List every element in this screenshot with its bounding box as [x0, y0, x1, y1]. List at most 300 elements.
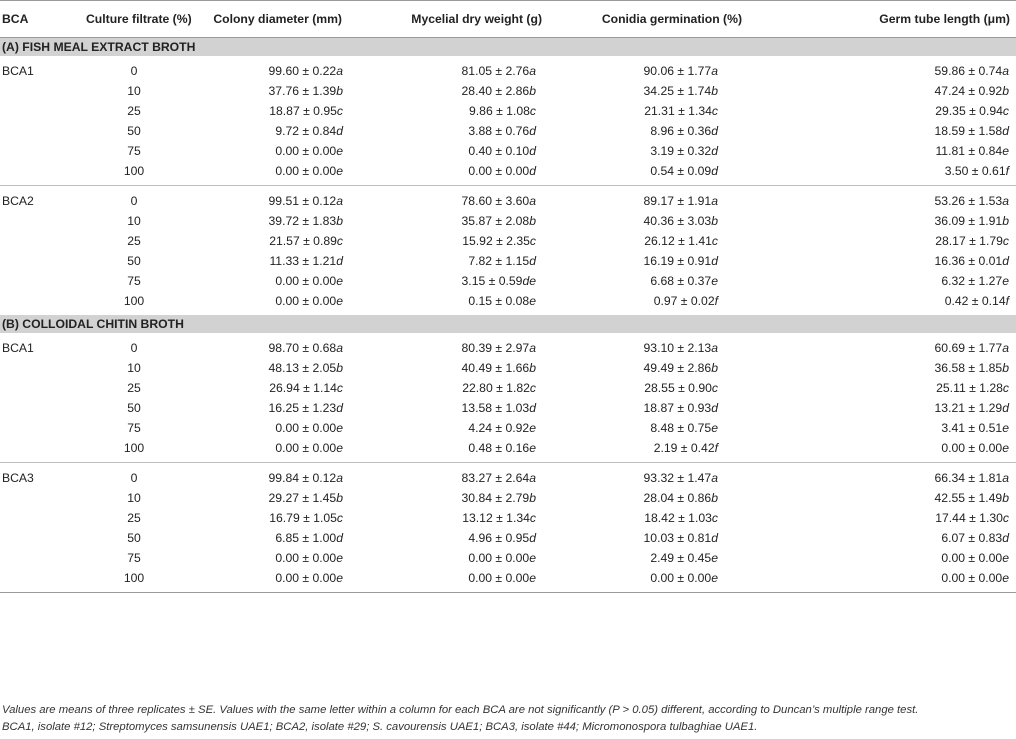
cell-value: 60.69 ± 1.77	[934, 341, 1003, 355]
cell-value: 0.40 ± 0.10	[468, 144, 530, 158]
cell-culture-filtrate: 100	[86, 438, 182, 463]
cell-germ-tube-length	[772, 81, 1016, 101]
cell-bca	[0, 568, 86, 593]
cell-culture-filtrate: 10	[127, 84, 141, 98]
cell-value: 98.70 ± 0.68	[268, 341, 337, 355]
cell-value: 22.80 ± 1.82	[462, 381, 530, 395]
significance-letter: b	[336, 361, 343, 375]
cell-bca	[0, 528, 86, 548]
cell-mycelial-dry-weight	[372, 463, 572, 489]
cell-value: 81.05 ± 2.76	[461, 64, 530, 78]
cell-value: 0.48 ± 0.16	[468, 441, 530, 455]
cell-value: 0.00 ± 0.00	[941, 551, 1003, 565]
section-header-row	[0, 38, 1016, 57]
significance-letter: c	[336, 511, 343, 525]
cell-value: 3.19 ± 0.32	[650, 144, 712, 158]
cell-mycelial-dry-weight	[372, 333, 572, 358]
significance-letter: c	[336, 104, 343, 118]
cell-mycelial-dry-weight	[372, 291, 572, 315]
cell-culture-filtrate: 50	[127, 531, 141, 545]
cell-value: 0.42 ± 0.14	[944, 294, 1006, 308]
cell-value: 29.27 ± 1.45	[268, 491, 337, 505]
cell-value: 16.25 ± 1.23	[268, 401, 337, 415]
significance-letter: e	[336, 571, 343, 585]
significance-letter: e	[711, 421, 718, 435]
significance-letter: a	[1002, 194, 1009, 208]
significance-letter: b	[1002, 491, 1009, 505]
cell-germ-tube-length	[772, 231, 1016, 251]
significance-letter: d	[1002, 254, 1009, 268]
cell-value: 3.88 ± 0.76	[468, 124, 530, 138]
significance-letter: e	[1002, 421, 1009, 435]
cell-mycelial-dry-weight	[372, 548, 572, 568]
cell-conidia-germination	[572, 398, 772, 418]
cell-value: 0.00 ± 0.00	[941, 571, 1003, 585]
significance-letter: f	[714, 441, 718, 455]
significance-letter: e	[529, 441, 536, 455]
cell-colony-diameter	[182, 418, 372, 438]
table-row	[0, 488, 1016, 508]
cell-germ-tube-length	[772, 333, 1016, 358]
cell-culture-filtrate: 10	[127, 214, 141, 228]
table-row	[0, 271, 1016, 291]
cell-value: 6.32 ± 1.27	[941, 274, 1003, 288]
cell-value: 0.15 ± 0.08	[468, 294, 530, 308]
cell-value: 0.97 ± 0.02	[653, 294, 715, 308]
significance-letter: d	[336, 401, 343, 415]
cell-mycelial-dry-weight	[372, 358, 572, 378]
cell-value: 16.36 ± 0.01	[934, 254, 1003, 268]
cell-culture-filtrate: 0	[130, 194, 138, 208]
cell-value: 18.59 ± 1.58	[934, 124, 1003, 138]
cell-value: 48.13 ± 2.05	[268, 361, 337, 375]
table-row	[0, 463, 1016, 489]
cell-bca	[0, 161, 86, 186]
cell-value: 0.00 ± 0.00	[468, 571, 530, 585]
cell-value: 30.84 ± 2.79	[461, 491, 530, 505]
cell-value: 18.42 ± 1.03	[644, 511, 712, 525]
cell-value: 28.04 ± 0.86	[643, 491, 712, 505]
cell-value: 0.00 ± 0.00	[650, 571, 712, 585]
section-title: (B) COLLOIDAL CHITIN BROTH	[0, 315, 1016, 333]
significance-letter: a	[336, 341, 343, 355]
significance-letter: b	[336, 491, 343, 505]
column-header-bca: BCA	[0, 1, 86, 38]
cell-colony-diameter	[182, 568, 372, 593]
column-header-colony-diameter: Colony diameter (mm)	[182, 1, 372, 38]
significance-letter: b	[336, 84, 343, 98]
column-header-conidia-germination: Conidia germination (%)	[572, 1, 772, 38]
cell-bca	[0, 548, 86, 568]
cell-mycelial-dry-weight	[372, 528, 572, 548]
significance-letter: b	[529, 214, 536, 228]
cell-conidia-germination	[572, 358, 772, 378]
cell-value: 0.00 ± 0.00	[275, 294, 337, 308]
cell-mycelial-dry-weight	[372, 161, 572, 186]
significance-letter: e	[336, 421, 343, 435]
cell-colony-diameter	[182, 508, 372, 528]
cell-value: 15.92 ± 2.35	[462, 234, 530, 248]
cell-culture-filtrate: 25	[127, 381, 141, 395]
significance-letter: f	[1005, 294, 1009, 308]
significance-letter: d	[529, 254, 536, 268]
significance-letter: d	[711, 164, 718, 178]
cell-conidia-germination	[572, 141, 772, 161]
cell-culture-filtrate: 75	[127, 421, 141, 435]
significance-letter: e	[1002, 551, 1009, 565]
cell-culture-filtrate: 25	[127, 511, 141, 525]
cell-value: 0.00 ± 0.00	[275, 144, 337, 158]
significance-letter: c	[1002, 104, 1009, 118]
significance-letter: a	[711, 64, 718, 78]
cell-bca	[0, 418, 86, 438]
cell-value: 13.58 ± 1.03	[461, 401, 530, 415]
cell-conidia-germination	[572, 438, 772, 463]
cell-bca	[0, 81, 86, 101]
cell-value: 0.00 ± 0.00	[275, 571, 337, 585]
cell-value: 99.60 ± 0.22	[268, 64, 337, 78]
significance-letter: c	[529, 234, 536, 248]
cell-colony-diameter	[182, 121, 372, 141]
cell-value: 93.10 ± 2.13	[643, 341, 712, 355]
cell-value: 18.87 ± 0.93	[643, 401, 712, 415]
cell-value: 42.55 ± 1.49	[934, 491, 1003, 505]
cell-value: 26.12 ± 1.41	[644, 234, 712, 248]
significance-letter: a	[529, 471, 536, 485]
section-header-row	[0, 315, 1016, 333]
cell-value: 25.11 ± 1.28	[936, 381, 1003, 395]
significance-letter: c	[711, 381, 718, 395]
cell-germ-tube-length	[772, 568, 1016, 593]
cell-conidia-germination	[572, 548, 772, 568]
cell-conidia-germination	[572, 121, 772, 141]
cell-value: 80.39 ± 2.97	[461, 341, 530, 355]
cell-value: 49.49 ± 2.86	[643, 361, 712, 375]
significance-letter: a	[1002, 64, 1009, 78]
cell-value: 17.44 ± 1.30	[935, 511, 1003, 525]
significance-letter: d	[529, 124, 536, 138]
significance-letter: f	[1005, 164, 1009, 178]
cell-value: 6.68 ± 0.37	[650, 274, 712, 288]
significance-letter: e	[336, 294, 343, 308]
cell-colony-diameter	[182, 101, 372, 121]
cell-conidia-germination	[572, 333, 772, 358]
cell-value: 78.60 ± 3.60	[461, 194, 530, 208]
significance-letter: b	[1002, 361, 1009, 375]
column-header-mycelial-dry-weight: Mycelial dry weight (g)	[372, 1, 572, 38]
cell-value: 28.55 ± 0.90	[644, 381, 712, 395]
significance-letter: a	[336, 471, 343, 485]
cell-colony-diameter	[182, 333, 372, 358]
column-header-germ-tube-length: Germ tube length (μm)	[772, 1, 1016, 38]
significance-letter: e	[711, 571, 718, 585]
significance-letter: b	[529, 361, 536, 375]
significance-letter: e	[1002, 144, 1009, 158]
significance-letter: e	[336, 164, 343, 178]
significance-letter: a	[1002, 471, 1009, 485]
table-header	[0, 1, 1016, 38]
significance-letter: d	[529, 144, 536, 158]
table-row	[0, 211, 1016, 231]
cell-value: 0.00 ± 0.00	[275, 551, 337, 565]
table-row	[0, 291, 1016, 315]
cell-germ-tube-length	[772, 508, 1016, 528]
cell-colony-diameter	[182, 141, 372, 161]
cell-culture-filtrate: 75	[127, 274, 141, 288]
cell-value: 0.00 ± 0.00	[468, 551, 530, 565]
cell-mycelial-dry-weight	[372, 418, 572, 438]
cell-value: 8.96 ± 0.36	[650, 124, 712, 138]
cell-bca	[0, 121, 86, 141]
table-row	[0, 438, 1016, 463]
cell-mycelial-dry-weight	[372, 101, 572, 121]
significance-letter: d	[336, 124, 343, 138]
cell-value: 89.17 ± 1.91	[643, 194, 712, 208]
cell-value: 28.17 ± 1.79	[935, 234, 1003, 248]
table-row	[0, 81, 1016, 101]
table-row	[0, 56, 1016, 81]
significance-letter: e	[1002, 274, 1009, 288]
significance-letter: e	[336, 551, 343, 565]
cell-culture-filtrate: 10	[127, 491, 141, 505]
cell-colony-diameter	[182, 251, 372, 271]
cell-germ-tube-length	[772, 141, 1016, 161]
table-row	[0, 358, 1016, 378]
table-row	[0, 398, 1016, 418]
significance-letter: c	[711, 104, 718, 118]
cell-conidia-germination	[572, 101, 772, 121]
significance-letter: d	[1002, 124, 1009, 138]
significance-letter: d	[529, 164, 536, 178]
cell-germ-tube-length	[772, 56, 1016, 81]
cell-value: 2.19 ± 0.42	[653, 441, 715, 455]
cell-culture-filtrate: 100	[86, 568, 182, 593]
significance-letter: b	[529, 84, 536, 98]
significance-letter: d	[1002, 531, 1009, 545]
cell-mycelial-dry-weight	[372, 56, 572, 81]
cell-conidia-germination	[572, 231, 772, 251]
significance-letter: de	[522, 274, 536, 288]
significance-letter: a	[529, 341, 536, 355]
cell-colony-diameter	[182, 378, 372, 398]
cell-colony-diameter	[182, 211, 372, 231]
cell-conidia-germination	[572, 508, 772, 528]
significance-letter: d	[711, 531, 718, 545]
cell-conidia-germination	[572, 528, 772, 548]
cell-culture-filtrate: 50	[127, 254, 141, 268]
table-row	[0, 251, 1016, 271]
table-row	[0, 101, 1016, 121]
cell-mycelial-dry-weight	[372, 141, 572, 161]
cell-colony-diameter	[182, 291, 372, 315]
cell-value: 11.33 ± 1.21	[269, 254, 337, 268]
significance-letter: b	[711, 84, 718, 98]
cell-value: 53.26 ± 1.53	[934, 194, 1003, 208]
significance-letter: e	[529, 571, 536, 585]
table-body	[0, 38, 1016, 593]
significance-letter: c	[529, 511, 536, 525]
cell-value: 35.87 ± 2.08	[461, 214, 530, 228]
table-row	[0, 333, 1016, 358]
significance-letter: b	[1002, 84, 1009, 98]
cell-colony-diameter	[182, 463, 372, 489]
significance-letter: c	[336, 234, 343, 248]
cell-conidia-germination	[572, 418, 772, 438]
significance-letter: e	[529, 551, 536, 565]
cell-mycelial-dry-weight	[372, 186, 572, 212]
cell-bca	[0, 358, 86, 378]
cell-colony-diameter	[182, 186, 372, 212]
cell-germ-tube-length	[772, 271, 1016, 291]
cell-value: 90.06 ± 1.77	[643, 64, 712, 78]
cell-bca	[0, 271, 86, 291]
cell-colony-diameter	[182, 398, 372, 418]
cell-mycelial-dry-weight	[372, 438, 572, 463]
cell-value: 8.48 ± 0.75	[650, 421, 712, 435]
cell-value: 3.15 ± 0.59	[461, 274, 523, 288]
cell-value: 6.07 ± 0.83	[941, 531, 1003, 545]
cell-mycelial-dry-weight	[372, 211, 572, 231]
significance-letter: a	[711, 471, 718, 485]
cell-bca	[0, 291, 86, 315]
cell-colony-diameter	[182, 161, 372, 186]
cell-colony-diameter	[182, 438, 372, 463]
cell-value: 10.03 ± 0.81	[643, 531, 712, 545]
significance-letter: d	[336, 531, 343, 545]
cell-value: 99.51 ± 0.12	[268, 194, 337, 208]
significance-letter: c	[1002, 381, 1009, 395]
footnote-line-2: BCA1, isolate #12; Streptomyces samsunensis UAE1; BCA2, isolate #29; S. cavourensis UAE1; BCA3, isolate #44; Micromonospora tulbaghiae UAE1.	[2, 721, 758, 733]
cell-value: 0.00 ± 0.00	[275, 441, 337, 455]
cell-mycelial-dry-weight	[372, 231, 572, 251]
cell-value: 40.49 ± 1.66	[461, 361, 530, 375]
cell-conidia-germination	[572, 81, 772, 101]
cell-conidia-germination	[572, 211, 772, 231]
cell-value: 3.50 ± 0.61	[944, 164, 1006, 178]
cell-mycelial-dry-weight	[372, 121, 572, 141]
cell-colony-diameter	[182, 548, 372, 568]
cell-bca	[0, 398, 86, 418]
cell-value: 66.34 ± 1.81	[934, 471, 1003, 485]
cell-bca: BCA2	[2, 194, 34, 208]
cell-value: 0.00 ± 0.00	[468, 164, 530, 178]
cell-culture-filtrate: 50	[127, 401, 141, 415]
cell-mycelial-dry-weight	[372, 568, 572, 593]
cell-culture-filtrate: 50	[127, 124, 141, 138]
table-row	[0, 141, 1016, 161]
table-row	[0, 121, 1016, 141]
significance-letter: a	[711, 341, 718, 355]
cell-mycelial-dry-weight	[372, 271, 572, 291]
cell-value: 40.36 ± 3.03	[643, 214, 712, 228]
cell-culture-filtrate: 25	[127, 234, 141, 248]
cell-value: 18.87 ± 0.95	[269, 104, 337, 118]
cell-value: 28.40 ± 2.86	[461, 84, 530, 98]
cell-value: 39.72 ± 1.83	[268, 214, 337, 228]
significance-letter: e	[336, 144, 343, 158]
cell-germ-tube-length	[772, 186, 1016, 212]
cell-value: 0.00 ± 0.00	[275, 274, 337, 288]
cell-value: 29.35 ± 0.94	[935, 104, 1003, 118]
table-row	[0, 186, 1016, 212]
cell-culture-filtrate: 0	[130, 341, 138, 355]
cell-value: 83.27 ± 2.64	[461, 471, 530, 485]
cell-value: 0.54 ± 0.09	[650, 164, 712, 178]
section-title: (A) FISH MEAL EXTRACT BROTH	[0, 38, 1016, 57]
cell-mycelial-dry-weight	[372, 378, 572, 398]
significance-letter: c	[711, 234, 718, 248]
significance-letter: a	[529, 64, 536, 78]
significance-letter: f	[714, 294, 718, 308]
cell-culture-filtrate: 0	[130, 471, 138, 485]
table-row	[0, 418, 1016, 438]
table-row	[0, 548, 1016, 568]
cell-culture-filtrate: 75	[127, 551, 141, 565]
cell-value: 36.09 ± 1.91	[934, 214, 1003, 228]
significance-letter: e	[336, 441, 343, 455]
cell-value: 0.00 ± 0.00	[275, 164, 337, 178]
cell-germ-tube-length	[772, 528, 1016, 548]
cell-colony-diameter	[182, 358, 372, 378]
significance-letter: c	[336, 381, 343, 395]
cell-value: 9.86 ± 1.08	[469, 104, 530, 118]
table-row	[0, 231, 1016, 251]
cell-value: 59.86 ± 0.74	[934, 64, 1003, 78]
cell-germ-tube-length	[772, 548, 1016, 568]
significance-letter: b	[711, 491, 718, 505]
cell-conidia-germination	[572, 463, 772, 489]
cell-value: 16.19 ± 0.91	[643, 254, 712, 268]
cell-value: 11.81 ± 0.84	[935, 144, 1003, 158]
cell-bca	[0, 141, 86, 161]
cell-germ-tube-length	[772, 398, 1016, 418]
cell-bca	[0, 378, 86, 398]
cell-bca	[0, 101, 86, 121]
footnote-line-1: Values are means of three replicates ± SE. Values with the same letter within a column for each BCA are not significantly (P > 0.05) different, according to Duncan’s multiple range test.	[2, 704, 919, 716]
significance-letter: c	[529, 104, 536, 118]
significance-letter: a	[711, 194, 718, 208]
cell-colony-diameter	[182, 56, 372, 81]
cell-value: 26.94 ± 1.14	[269, 381, 337, 395]
cell-value: 6.85 ± 1.00	[275, 531, 337, 545]
cell-value: 47.24 ± 0.92	[934, 84, 1003, 98]
significance-letter: d	[336, 254, 343, 268]
cell-bca: BCA1	[2, 64, 34, 78]
cell-value: 9.72 ± 0.84	[275, 124, 337, 138]
significance-letter: b	[711, 214, 718, 228]
significance-letter: a	[336, 194, 343, 208]
cell-conidia-germination	[572, 568, 772, 593]
cell-colony-diameter	[182, 271, 372, 291]
table-row	[0, 568, 1016, 593]
significance-letter: b	[1002, 214, 1009, 228]
cell-mycelial-dry-weight	[372, 398, 572, 418]
column-header-culture-filtrate: Culture filtrate (%)	[86, 1, 182, 38]
significance-letter: b	[529, 491, 536, 505]
cell-bca: BCA1	[2, 341, 34, 355]
cell-conidia-germination	[572, 291, 772, 315]
significance-letter: c	[529, 381, 536, 395]
cell-germ-tube-length	[772, 211, 1016, 231]
cell-value: 21.57 ± 0.89	[269, 234, 337, 248]
cell-germ-tube-length	[772, 438, 1016, 463]
table-footnote	[2, 702, 1014, 736]
cell-value: 7.82 ± 1.15	[468, 254, 530, 268]
cell-value: 37.76 ± 1.39	[268, 84, 337, 98]
cell-value: 4.24 ± 0.92	[468, 421, 530, 435]
cell-culture-filtrate: 100	[86, 161, 182, 186]
significance-letter: e	[336, 274, 343, 288]
